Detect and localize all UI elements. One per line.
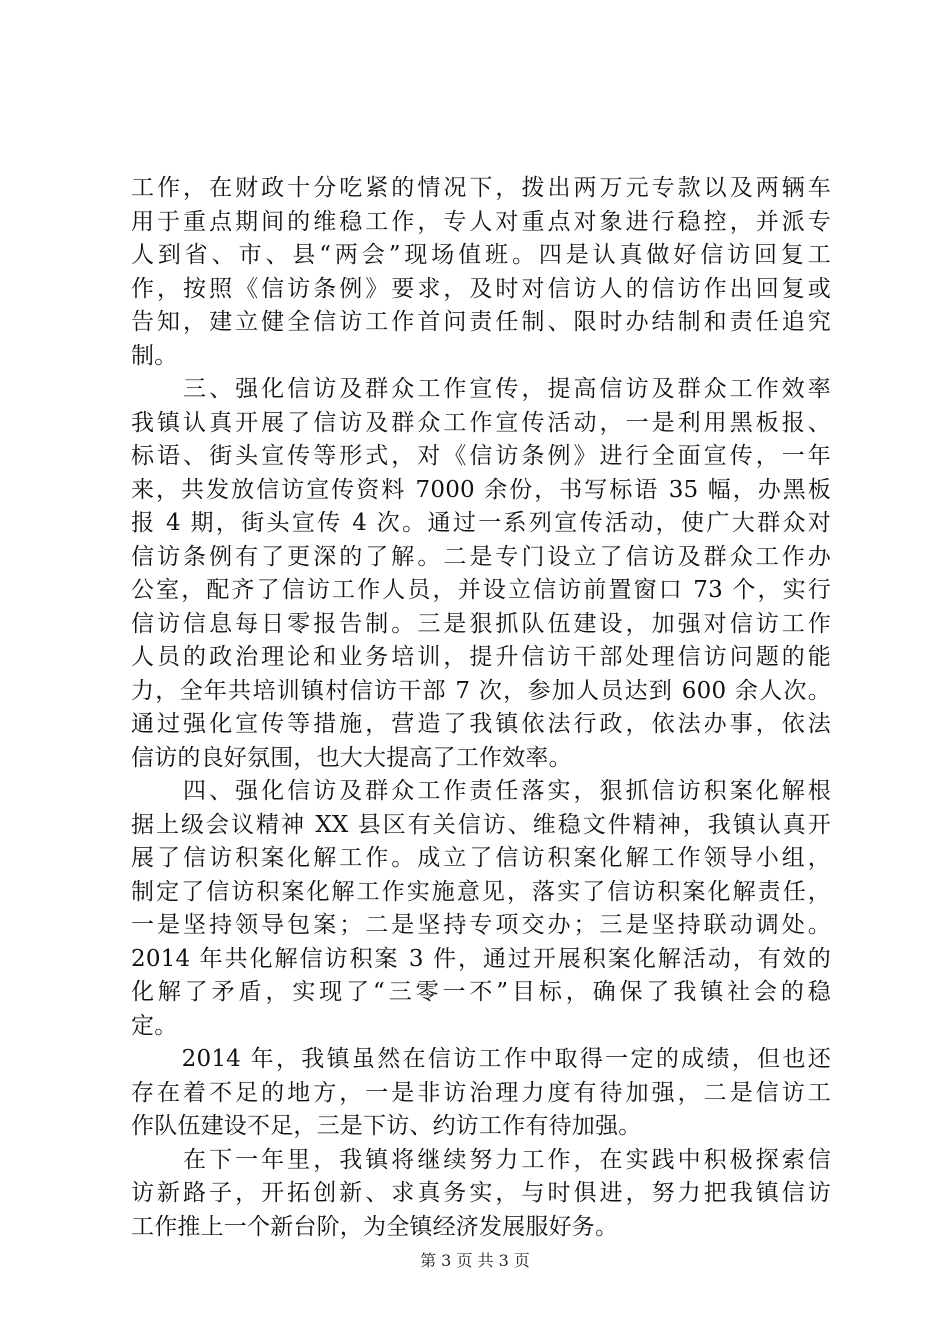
document-body (131, 172, 831, 1244)
text-line: 四、强化信访及群众工作责任落实，狠抓信访积案化解根 (131, 778, 831, 804)
text-line: 用于重点期间的维稳工作，专人对重点对象进行稳控，并派专 (131, 208, 831, 235)
text-line: 化解了矛盾，实现了“三零一不”目标，确保了我镇社会的稳 (131, 979, 831, 1005)
text-line: 信访信息每日零报告制。三是狠抓队伍建设，加强对信访工作 (131, 610, 831, 637)
text-line: 在下一年里，我镇将继续努力工作，在实践中积极探索信 (131, 1146, 831, 1173)
text-line: 标语、街头宣传等形式，对《信访条例》进行全面宣传，一年 (131, 443, 831, 469)
text-line: 公室，配齐了信访工作人员，并设立信访前置窗口 73 个，实行 (131, 577, 831, 603)
page-footer: 第 3 页 共 3 页 (420, 1251, 530, 1270)
text-line: 定。 (131, 1012, 178, 1039)
text-line: 2014 年，我镇虽然在信访工作中取得一定的成绩，但也还 (131, 1046, 831, 1072)
text-line: 报 4 期，街头宣传 4 次。通过一系列宣传活动，使广大群众对 (131, 510, 831, 536)
text-line: 制定了信访积案化解工作实施意见，落实了信访积案化解责任， (131, 878, 831, 905)
text-line: 作队伍建设不足，三是下访、约访工作有待加强。 (131, 1113, 642, 1139)
text-line: 人员的政治理论和业务培训，提升信访干部处理信访问题的能 (131, 644, 831, 670)
text-line: 我镇认真开展了信访及群众工作宣传活动，一是利用黑板报、 (131, 409, 831, 436)
text-line: 来，共发放信访宣传资料 7000 余份，书写标语 35 幅，办黑板 (131, 476, 831, 503)
text-line: 信访条例有了更深的了解。二是专门设立了信访及群众工作办 (131, 543, 831, 570)
text-line: 人到省、市、县“两会”现场值班。四是认真做好信访回复工 (131, 242, 831, 268)
text-line: 告知，建立健全信访工作首问责任制、限时办结制和责任追究 (131, 309, 831, 335)
text-line: 一是坚持领导包案；二是坚持专项交办；三是坚持联动调处。 (131, 912, 831, 938)
text-line: 信访的良好氛围，也大大提高了工作效率。 (131, 744, 572, 771)
text-line: 三、强化信访及群众工作宣传，提高信访及群众工作效率 (131, 376, 831, 402)
text-line: 制。 (131, 342, 178, 369)
text-line: 工作，在财政十分吃紧的情况下，拨出两万元专款以及两辆车 (131, 175, 831, 201)
text-line: 访新路子，开拓创新、求真务实，与时俱进，努力把我镇信访 (131, 1180, 831, 1206)
text-line: 展了信访积案化解工作。成立了信访积案化解工作领导小组， (131, 845, 831, 871)
text-line: 通过强化宣传等措施，营造了我镇依法行政，依法办事，依法 (131, 711, 831, 737)
text-line: 力，全年共培训镇村信访干部 7 次，参加人员达到 600 余人次。 (131, 677, 831, 704)
text-line: 存在着不足的地方，一是非访治理力度有待加强，二是信访工 (131, 1079, 831, 1106)
text-line: 工作推上一个新台阶，为全镇经济发展服好务。 (131, 1213, 619, 1240)
text-line: 据上级会议精神 XX 县区有关信访、维稳文件精神，我镇认真开 (131, 811, 831, 838)
text-line: 2014 年共化解信访积案 3 件，通过开展积案化解活动，有效的 (131, 945, 831, 972)
text-line: 作，按照《信访条例》要求，及时对信访人的信访作出回复或 (131, 275, 831, 302)
